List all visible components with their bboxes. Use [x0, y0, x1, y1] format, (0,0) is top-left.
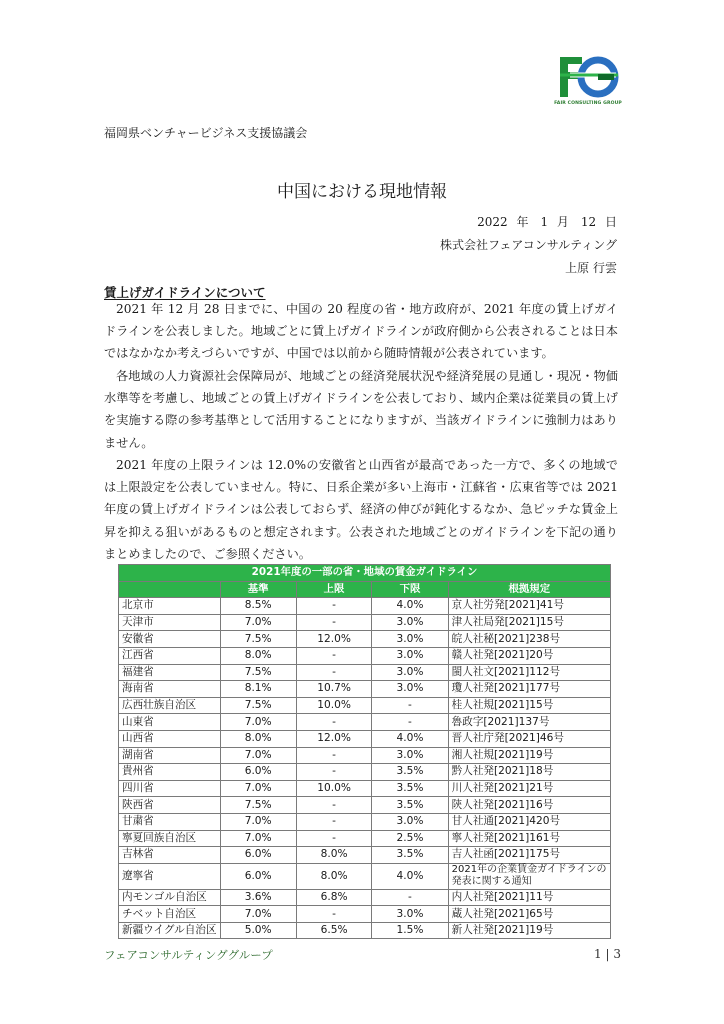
rate-cell: -	[372, 714, 448, 731]
regulation-cell: 晋人社庁発[2021]46号	[448, 730, 610, 747]
table-row	[119, 830, 611, 847]
rate-cell: 7.5%	[220, 797, 296, 814]
column-header: 基準	[220, 581, 296, 598]
region-cell: 内モンゴル自治区	[119, 889, 221, 906]
paragraph-2: 各地域の人力資源社会保障局が、地域ごとの経済発展状況や経済発展の見通し・現况・物価水準等を考慮し、地域ごとの賃上げガイドラインを公表しており、域内企業は従業員の賃上げを実施する際の参考基準として活用することになりますが、当該ガイドラインに強制力はありません。	[104, 369, 618, 450]
table-row	[119, 747, 611, 764]
table-row	[119, 664, 611, 681]
rate-cell: 4.0%	[372, 863, 448, 889]
regulation-cell: 瓊人社発[2021]177号	[448, 681, 610, 698]
table-row	[119, 922, 611, 939]
regulation-cell: 津人社局発[2021]15号	[448, 614, 610, 631]
table-title: 2021年度の一部の省・地域の賃金ガイドライン	[119, 565, 611, 582]
table-row	[119, 614, 611, 631]
rate-cell: 6.0%	[220, 764, 296, 781]
rate-cell: 1.5%	[372, 922, 448, 939]
region-cell: 福建省	[119, 664, 221, 681]
table-row	[119, 813, 611, 830]
regulation-cell: 吉人社函[2021]175号	[448, 847, 610, 864]
regulation-cell: 2021年の企業賃金ガイドラインの発表に関する通知	[448, 863, 610, 889]
rate-cell: 8.0%	[296, 863, 371, 889]
rate-cell: 3.6%	[220, 889, 296, 906]
rate-cell: 12.0%	[296, 631, 371, 648]
rate-cell: 8.0%	[220, 730, 296, 747]
rate-cell: 6.8%	[296, 889, 371, 906]
rate-cell: 12.0%	[296, 730, 371, 747]
region-cell: 北京市	[119, 598, 221, 615]
column-header	[119, 581, 221, 598]
rate-cell: 4.0%	[372, 598, 448, 615]
regulation-cell: 皖人社秘[2021]238号	[448, 631, 610, 648]
rate-cell: -	[296, 830, 371, 847]
rate-cell: 10.0%	[296, 780, 371, 797]
rate-cell: 4.0%	[372, 730, 448, 747]
rate-cell: -	[296, 906, 371, 923]
table-row	[119, 631, 611, 648]
rate-cell: -	[296, 747, 371, 764]
region-cell: 海南省	[119, 681, 221, 698]
rate-cell: 8.5%	[220, 598, 296, 615]
table-row	[119, 697, 611, 714]
region-cell: 吉林省	[119, 847, 221, 864]
rate-cell: 7.5%	[220, 664, 296, 681]
region-cell: 甘粛省	[119, 813, 221, 830]
region-cell: 遼寧省	[119, 863, 221, 889]
rate-cell: 3.0%	[372, 906, 448, 923]
regulation-cell: 湘人社規[2021]19号	[448, 747, 610, 764]
regulation-cell: 新人社発[2021]19号	[448, 922, 610, 939]
regulation-cell: 桂人社規[2021]15号	[448, 697, 610, 714]
regulation-cell: 川人社発[2021]21号	[448, 780, 610, 797]
region-cell: 広西壮族自治区	[119, 697, 221, 714]
rate-cell: 7.0%	[220, 813, 296, 830]
table-row	[119, 714, 611, 731]
table-row	[119, 598, 611, 615]
regulation-cell: 閩人社文[2021]112号	[448, 664, 610, 681]
table-header-row	[119, 581, 611, 598]
rate-cell: 3.0%	[372, 681, 448, 698]
regulation-cell: 寧人社発[2021]161号	[448, 830, 610, 847]
rate-cell: 7.0%	[220, 614, 296, 631]
rate-cell: -	[296, 664, 371, 681]
rate-cell: 3.0%	[372, 813, 448, 830]
table-row	[119, 681, 611, 698]
rate-cell: -	[372, 697, 448, 714]
rate-cell: 7.0%	[220, 747, 296, 764]
rate-cell: 7.0%	[220, 906, 296, 923]
table-row	[119, 764, 611, 781]
regulation-cell: 京人社労発[2021]41号	[448, 598, 610, 615]
rate-cell: 7.0%	[220, 830, 296, 847]
table-row	[119, 863, 611, 889]
regulation-cell: 内人社発[2021]11号	[448, 889, 610, 906]
regulation-cell: 魯政字[2021]137号	[448, 714, 610, 731]
table-row	[119, 906, 611, 923]
region-cell: 陝西省	[119, 797, 221, 814]
region-cell: 貴州省	[119, 764, 221, 781]
region-cell: 湖南省	[119, 747, 221, 764]
regulation-cell: 甘人社通[2021]420号	[448, 813, 610, 830]
rate-cell: 3.0%	[372, 631, 448, 648]
rate-cell: 3.0%	[372, 747, 448, 764]
table-row	[119, 647, 611, 664]
rate-cell: 3.5%	[372, 764, 448, 781]
rate-cell: -	[372, 889, 448, 906]
rate-cell: 8.0%	[220, 647, 296, 664]
table-row	[119, 797, 611, 814]
regulation-cell: 黔人社発[2021]18号	[448, 764, 610, 781]
paragraph-3: 2021 年度の上限ラインは 12.0%の安徽省と山西省が最高であった一方で、多くの地域では上限設定を公表していません。特に、日系企業が多い上海市・江蘇省・広東省等では 2021 年度の賃上げガイドラインは公表しておらず、経済の伸びが鈍化するなか、急ピッチな賃金上昇を抑える狙いがあるものと想定されます。公表された地域ごとのガイドラインを下記の通りまとめましたので、ご参照ください。	[104, 458, 618, 561]
region-cell: 山西省	[119, 730, 221, 747]
logo-tagline: FAIR CONSULTING GROUP	[554, 101, 622, 106]
rate-cell: -	[296, 714, 371, 731]
section-heading: 賃上げガイドラインについて	[104, 285, 266, 300]
column-header: 下限	[372, 581, 448, 598]
region-cell: 天津市	[119, 614, 221, 631]
rate-cell: 3.5%	[372, 847, 448, 864]
regulation-cell: 赣人社発[2021]20号	[448, 647, 610, 664]
rate-cell: 6.0%	[220, 863, 296, 889]
region-cell: 寧夏回族自治区	[119, 830, 221, 847]
rate-cell: 3.5%	[372, 780, 448, 797]
table-row	[119, 889, 611, 906]
rate-cell: -	[296, 647, 371, 664]
rate-cell: 10.0%	[296, 697, 371, 714]
organization-name: 福岡県ベンチャービジネス支援協議会	[104, 126, 308, 140]
footer-group-name: フェアコンサルティンググループ	[104, 948, 273, 962]
rate-cell: 2.5%	[372, 830, 448, 847]
rate-cell: 8.1%	[220, 681, 296, 698]
wage-guideline-table	[118, 564, 611, 939]
column-header: 上限	[296, 581, 371, 598]
rate-cell: -	[296, 764, 371, 781]
rate-cell: 6.5%	[296, 922, 371, 939]
rate-cell: 3.5%	[372, 797, 448, 814]
page-title: 中国における現地情報	[277, 182, 447, 202]
paragraph-1: 2021 年 12 月 28 日までに、中国の 20 程度の省・地方政府が、2021 年度の賃上げガイドラインを公表しました。地域ごとに賃上げガイドラインが政府側から公表されることは日本ではなかなか考えづらいですが、中国では以前から随時情報が公表されています。	[104, 302, 618, 361]
table-row	[119, 847, 611, 864]
regulation-cell: 蔵人社発[2021]65号	[448, 906, 610, 923]
column-header: 根拠規定	[448, 581, 610, 598]
rate-cell: -	[296, 797, 371, 814]
rate-cell: 3.0%	[372, 614, 448, 631]
region-cell: 江西省	[119, 647, 221, 664]
rate-cell: 7.0%	[220, 780, 296, 797]
rate-cell: -	[296, 598, 371, 615]
rate-cell: 5.0%	[220, 922, 296, 939]
company-name: 株式会社フェアコンサルティング	[439, 238, 617, 252]
region-cell: 新疆ウイグル自治区	[119, 922, 221, 939]
rate-cell: 3.0%	[372, 647, 448, 664]
rate-cell: -	[296, 813, 371, 830]
table-row	[119, 730, 611, 747]
region-cell: 山東省	[119, 714, 221, 731]
rate-cell: 3.0%	[372, 664, 448, 681]
table-body	[119, 598, 611, 939]
region-cell: 四川省	[119, 780, 221, 797]
region-cell: チベット自治区	[119, 906, 221, 923]
rate-cell: 6.0%	[220, 847, 296, 864]
table-row	[119, 780, 611, 797]
document-date: 2022 年 1 月 12 日	[477, 215, 617, 229]
rate-cell: 7.0%	[220, 714, 296, 731]
page-number: 1 | 3	[594, 947, 621, 961]
author-name: 上原 行雲	[565, 261, 617, 275]
rate-cell: -	[296, 614, 371, 631]
rate-cell: 8.0%	[296, 847, 371, 864]
rate-cell: 10.7%	[296, 681, 371, 698]
region-cell: 安徽省	[119, 631, 221, 648]
rate-cell: 7.5%	[220, 697, 296, 714]
regulation-cell: 陝人社発[2021]16号	[448, 797, 610, 814]
rate-cell: 7.5%	[220, 631, 296, 648]
